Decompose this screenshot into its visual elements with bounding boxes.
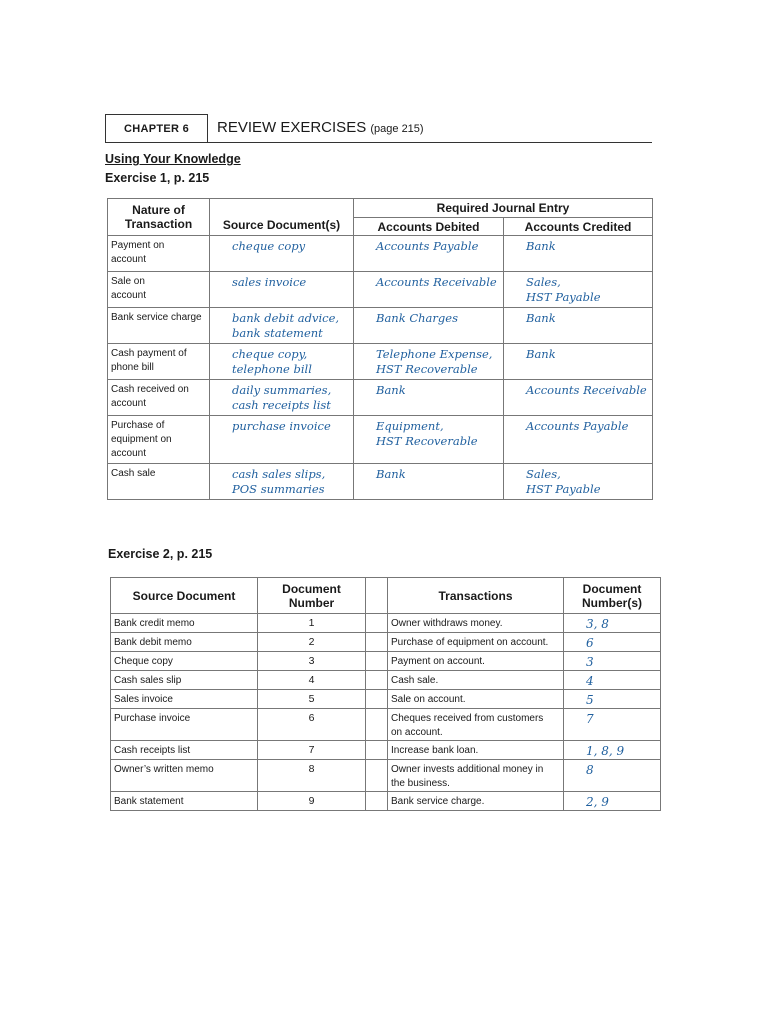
header-nature [108,199,210,236]
answer-cell: 3 [564,652,661,671]
nature-cell-line: account [111,290,147,301]
source-cell [210,272,354,308]
debited-cell [354,416,504,464]
nature-cell [108,464,210,500]
credited-cell-line: Accounts Receivable [526,383,647,397]
debited-cell-line: HST Recoverable [376,362,478,376]
debited-cell [354,272,504,308]
credited-cell-line: Accounts Payable [526,419,629,433]
nature-cell-line: phone bill [111,362,154,373]
transaction-cell-line: Increase bank loan. [391,745,479,756]
answer-cell: 3, 8 [564,614,661,633]
transaction-cell-line: on account. [391,727,443,738]
credited-cell-line: Sales, [526,275,561,289]
exercise2-title: Exercise 2, p. 215 [108,547,213,561]
nature-cell [108,236,210,272]
source-document-cell-line: Cheque copy [114,656,173,667]
nature-cell-line: account [111,398,147,409]
header-required-journal-entry: Required Journal Entry [354,199,653,218]
chapter-header [105,114,652,143]
credited-cell-line: HST Payable [526,482,601,496]
debited-cell [354,464,504,500]
spacer-cell [366,671,388,690]
source-document-cell-line: Cash sales slip [114,675,182,686]
answer-cell: 2, 9 [564,792,661,811]
table-row [108,464,653,500]
source-document-cell [111,741,258,760]
source-document-cell [111,760,258,792]
credited-cell [504,308,653,344]
debited-cell-line: Accounts Payable [376,239,479,253]
source-cell-line: bank statement [232,326,323,340]
header-document-number-line: Document [282,581,341,596]
source-document-cell [111,652,258,671]
source-document-cell-line: Cash receipts list [114,745,191,756]
answer-cell: 4 [564,671,661,690]
table-row [111,652,661,671]
source-document-cell [111,671,258,690]
source-cell-line: cheque copy [232,239,306,253]
table-row [111,760,661,792]
credited-cell-line: Bank [526,311,556,325]
header-document-numbers-line: Number(s) [581,595,642,610]
transaction-cell [388,633,564,652]
header-nature-line: Transaction [124,217,193,231]
source-document-cell-line: Owner’s written memo [114,764,214,775]
section-heading: Using Your Knowledge [105,152,241,166]
transaction-cell [388,741,564,760]
nature-cell-line: Cash received on [111,384,189,395]
transaction-cell-line: Owner invests additional money in [391,764,544,775]
source-cell [210,344,354,380]
source-cell-line: telephone bill [232,362,312,376]
transaction-cell-line: Sale on account. [391,694,466,705]
transaction-cell-line: Payment on account. [391,656,485,667]
transaction-cell-line: Bank service charge. [391,796,485,807]
table-row [111,709,661,741]
source-cell-line: POS summaries [232,482,325,496]
credited-cell-line: HST Payable [526,290,601,304]
table-row [111,690,661,709]
document-number-cell: 2 [258,633,366,652]
source-document-cell-line: Purchase invoice [114,713,191,724]
exercise1-table [107,198,653,500]
debited-cell-line: Bank [376,467,406,481]
credited-cell [504,236,653,272]
nature-cell-line: Sale on [111,276,145,287]
source-cell [210,236,354,272]
nature-cell-line: Cash sale [111,468,156,479]
spacer-cell [366,709,388,741]
transaction-cell [388,614,564,633]
table-row [111,633,661,652]
source-document-cell-line: Sales invoice [114,694,173,705]
source-document-cell [111,633,258,652]
source-cell [210,464,354,500]
source-document-cell-line: Bank statement [114,796,184,807]
debited-cell-line: Accounts Receivable [376,275,497,289]
debited-cell-line: Equipment, [376,419,444,433]
chapter-label: CHAPTER 6 [105,114,208,143]
exercise2-body [111,614,661,811]
answer-cell: 8 [564,760,661,792]
answer-cell: 5 [564,690,661,709]
header-accounts-credited: Accounts Credited [504,218,653,236]
source-cell-line: cheque copy, [232,347,308,361]
header-document-number [258,578,366,614]
nature-cell [108,416,210,464]
source-document-cell [111,614,258,633]
nature-cell-line: Payment on [111,240,165,251]
header-accounts-debited: Accounts Debited [354,218,504,236]
credited-cell-line: Sales, [526,467,561,481]
nature-cell-line: Cash payment of [111,348,187,359]
header-source-document: Source Document [111,578,258,614]
source-cell-line: purchase invoice [232,419,331,433]
document-number-cell: 7 [258,741,366,760]
transaction-cell [388,760,564,792]
transaction-cell [388,709,564,741]
nature-cell-line: equipment on [111,434,172,445]
transaction-cell-line: Purchase of equipment on account. [391,637,549,648]
table-row [108,344,653,380]
debited-cell [354,344,504,380]
page-reference: (page 215) [370,123,424,135]
spacer-cell [366,741,388,760]
transaction-cell [388,652,564,671]
document-number-cell: 8 [258,760,366,792]
spacer-cell [366,614,388,633]
source-document-cell-line: Bank credit memo [114,618,195,629]
debited-cell [354,308,504,344]
debited-cell-line: Telephone Expense, [376,347,493,361]
credited-cell [504,344,653,380]
debited-cell-line: Bank Charges [376,311,458,325]
document-number-cell: 9 [258,792,366,811]
source-cell-line: daily summaries, [232,383,332,397]
nature-cell-line: Bank service charge [111,312,202,323]
header-rule [207,142,652,143]
source-cell [210,416,354,464]
debited-cell-line: HST Recoverable [376,434,478,448]
transaction-cell-line: the business. [391,778,450,789]
exercise2-table [110,577,661,811]
source-document-cell [111,709,258,741]
table-row [108,380,653,416]
answer-cell: 7 [564,709,661,741]
nature-cell-line: account [111,254,147,265]
source-cell [210,380,354,416]
spacer-cell [366,578,388,614]
exercise1-title: Exercise 1, p. 215 [105,171,210,185]
document-number-cell: 3 [258,652,366,671]
table-row [108,416,653,464]
credited-cell [504,380,653,416]
nature-cell [108,344,210,380]
table-row [111,741,661,760]
source-cell-line: sales invoice [232,275,307,289]
document-number-cell: 6 [258,709,366,741]
document-number-cell: 5 [258,690,366,709]
header-document-number-line: Number [288,595,335,610]
nature-cell [108,308,210,344]
credited-cell [504,272,653,308]
spacer-cell [366,690,388,709]
document-number-cell: 1 [258,614,366,633]
source-document-cell-line: Bank debit memo [114,637,192,648]
nature-cell [108,272,210,308]
page-title [217,119,424,136]
transaction-cell [388,671,564,690]
transaction-cell-line: Owner withdraws money. [391,618,503,629]
spacer-cell [366,760,388,792]
credited-cell-line: Bank [526,239,556,253]
table-row [111,614,661,633]
source-cell [210,308,354,344]
transaction-cell-line: Cheques received from customers [391,713,544,724]
nature-cell-line: account [111,448,147,459]
header-document-numbers-line: Document [582,581,642,596]
transaction-cell-line: Cash sale. [391,675,439,686]
source-document-cell [111,792,258,811]
debited-cell-line: Bank [376,383,406,397]
spacer-cell [366,633,388,652]
page-title-text: REVIEW EXERCISES [217,119,367,136]
credited-cell-line: Bank [526,347,556,361]
source-cell-line: bank debit advice, [232,311,340,325]
spacer-cell [366,792,388,811]
source-cell-line: cash sales slips, [232,467,326,481]
transaction-cell [388,792,564,811]
header-source: Source Document(s) [210,199,354,236]
header-transactions: Transactions [388,578,564,614]
transaction-cell [388,690,564,709]
header-nature-line: Nature of [132,203,185,217]
debited-cell [354,380,504,416]
answer-cell: 6 [564,633,661,652]
exercise1-body [108,236,653,500]
debited-cell [354,236,504,272]
spacer-cell [366,652,388,671]
header-document-numbers [564,578,661,614]
table-row [111,792,661,811]
answer-cell: 1, 8, 9 [564,741,661,760]
table-row [108,308,653,344]
source-document-cell [111,690,258,709]
credited-cell [504,416,653,464]
nature-cell [108,380,210,416]
table-row [111,671,661,690]
table-row [108,272,653,308]
nature-cell-line: Purchase of [111,420,165,431]
source-cell-line: cash receipts list [232,398,331,412]
table-row [108,236,653,272]
credited-cell [504,464,653,500]
document-number-cell: 4 [258,671,366,690]
